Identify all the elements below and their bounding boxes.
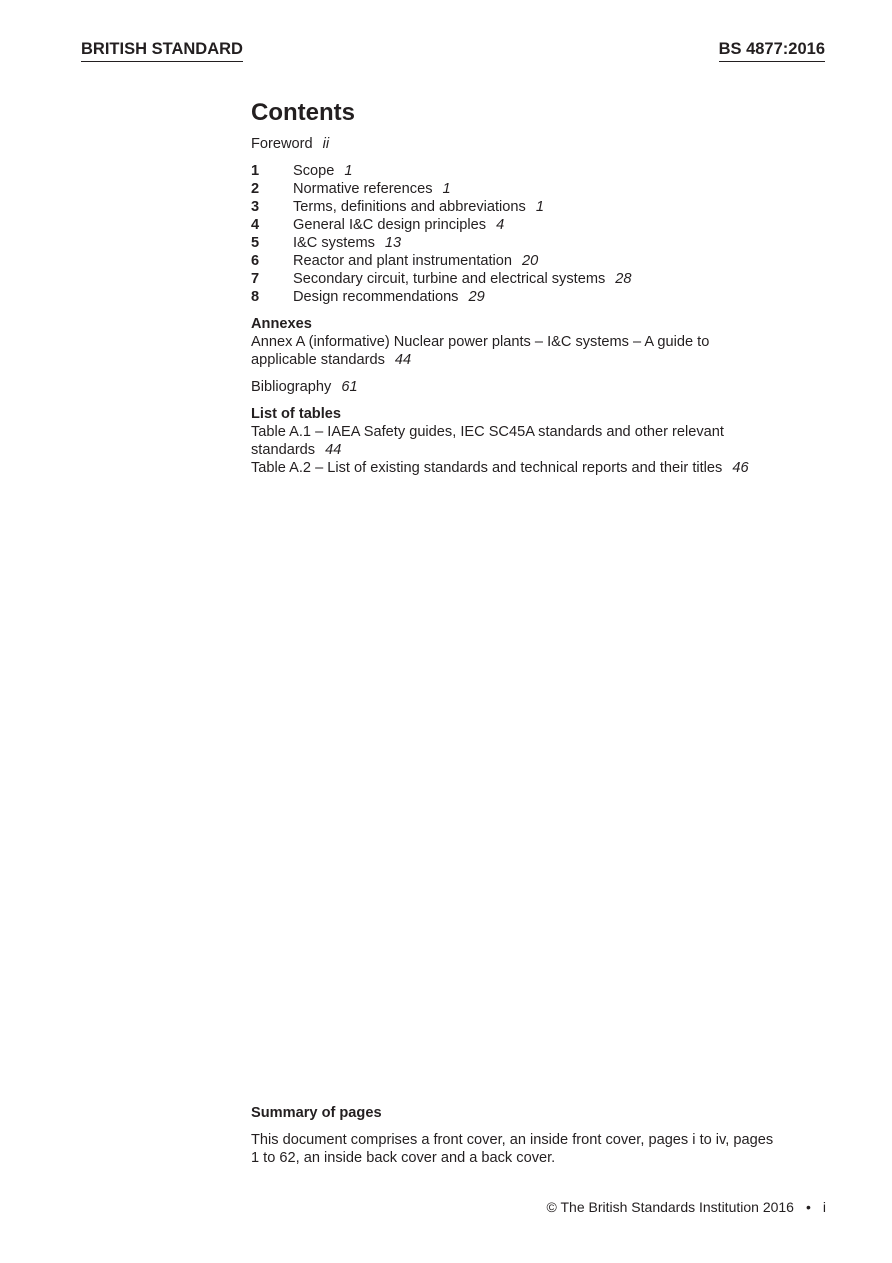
clause-page: 1 bbox=[344, 163, 353, 179]
clause-entry bbox=[251, 270, 831, 288]
annex-entry-title-end: applicable standards bbox=[251, 352, 385, 368]
clause-title: Design recommendations bbox=[293, 289, 459, 305]
table-entry-page: 46 bbox=[732, 460, 749, 476]
clause-entry bbox=[251, 288, 831, 306]
summary-section bbox=[251, 1104, 831, 1167]
clause-page: 4 bbox=[496, 217, 505, 233]
clause-number: 5 bbox=[251, 235, 260, 251]
table-entry bbox=[251, 459, 831, 477]
bibliography-entry bbox=[251, 378, 831, 396]
clause-title: Normative references bbox=[293, 181, 433, 197]
foreword-page: ii bbox=[322, 136, 330, 152]
table-entry-page: 44 bbox=[325, 442, 342, 458]
clause-number: 8 bbox=[251, 289, 260, 305]
tables-section bbox=[251, 405, 831, 477]
clause-number: 7 bbox=[251, 271, 260, 287]
clause-title: Secondary circuit, turbine and electrical systems bbox=[293, 271, 606, 287]
header-left: BRITISH STANDARD bbox=[81, 40, 243, 62]
clause-title: Terms, definitions and abbreviations bbox=[293, 199, 526, 215]
table-entry-title: Table A.2 – List of existing standards and technical reports and their titles bbox=[251, 460, 723, 476]
annexes-section bbox=[251, 315, 831, 369]
clause-entry bbox=[251, 252, 831, 270]
clause-page: 20 bbox=[522, 253, 539, 269]
page-footer bbox=[547, 1199, 826, 1215]
clause-title: Scope bbox=[293, 163, 335, 179]
clause-title: General I&C design principles bbox=[293, 217, 487, 233]
tables-heading: List of tables bbox=[251, 406, 342, 422]
foreword-label: Foreword bbox=[251, 136, 313, 152]
page-number: i bbox=[822, 1199, 826, 1215]
clause-title: Reactor and plant instrumentation bbox=[293, 253, 513, 269]
clause-number: 2 bbox=[251, 181, 260, 197]
clause-entry bbox=[251, 198, 831, 216]
annex-entry-page: 44 bbox=[394, 352, 412, 368]
contents-title: Contents bbox=[251, 99, 355, 126]
clause-number: 4 bbox=[251, 217, 260, 233]
clause-page: 13 bbox=[384, 235, 402, 251]
table-entry-title-end: standards bbox=[251, 442, 316, 458]
annexes-heading: Annexes bbox=[251, 316, 312, 332]
table-entry-line-2 bbox=[251, 441, 831, 459]
clause-page: 29 bbox=[468, 289, 485, 305]
footer-bullet: • bbox=[805, 1199, 811, 1215]
summary-heading: Summary of pages bbox=[251, 1105, 382, 1121]
clause-number: 1 bbox=[251, 163, 260, 179]
annex-entry-line-2 bbox=[251, 351, 831, 369]
clause-title: I&C systems bbox=[293, 235, 375, 251]
clause-number: 6 bbox=[251, 253, 260, 269]
clause-number: 3 bbox=[251, 199, 260, 215]
clause-entry bbox=[251, 180, 831, 198]
foreword-entry bbox=[251, 135, 831, 153]
table-entry-line-1: Table A.1 – IAEA Safety guides, IEC SC45A standards and other relevant bbox=[251, 424, 724, 440]
bibliography-label: Bibliography bbox=[251, 379, 332, 395]
clause-entry bbox=[251, 216, 831, 234]
summary-text-line-1: This document comprises a front cover, an inside front cover, pages i to iv, pages bbox=[251, 1132, 774, 1148]
clause-entry bbox=[251, 234, 831, 252]
clause-page: 1 bbox=[535, 199, 544, 215]
copyright-notice: © The British Standards Institution 2016 bbox=[546, 1199, 794, 1215]
clause-page: 1 bbox=[442, 181, 451, 197]
clause-list bbox=[251, 162, 831, 306]
annex-entry-line-1: Annex A (informative) Nuclear power plants – I&C systems – A guide to bbox=[251, 334, 710, 350]
clause-page: 28 bbox=[615, 271, 632, 287]
summary-text-line-2: 1 to 62, an inside back cover and a back cover. bbox=[251, 1150, 556, 1166]
bibliography-page: 61 bbox=[341, 379, 358, 395]
header-right: BS 4877:2016 bbox=[719, 40, 825, 62]
clause-entry bbox=[251, 162, 831, 180]
